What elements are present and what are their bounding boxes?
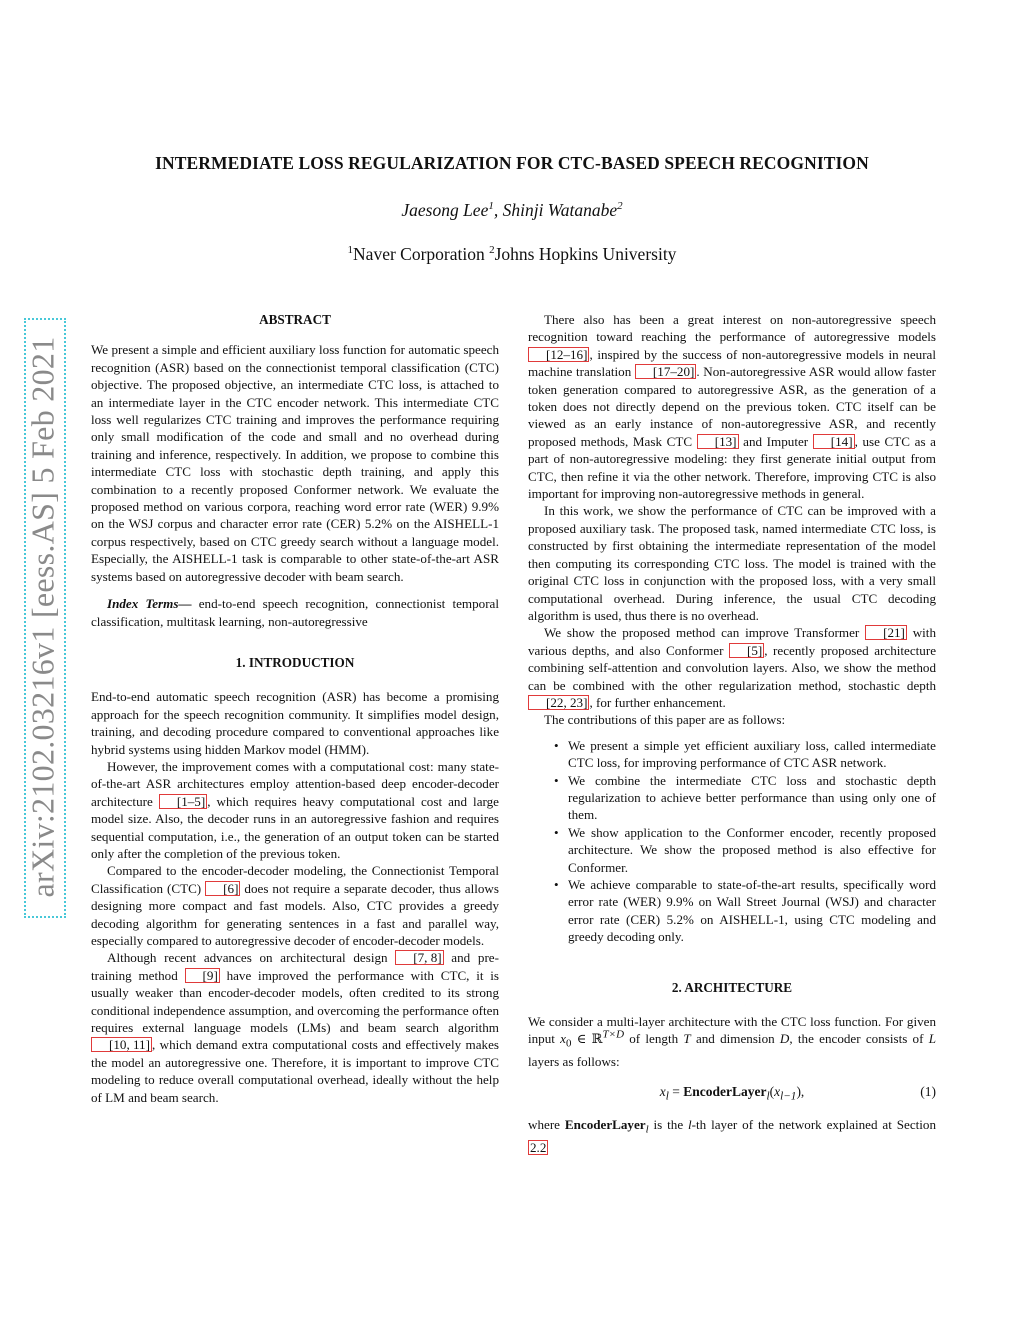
affil-2: Johns Hopkins University — [494, 244, 677, 264]
equation-1: $x_l$ = $EncoderLayer_l(x_{l-1})$, (1) — [659, 1083, 936, 1103]
affiliations — [80, 244, 944, 265]
intro-paragraph-7: We show the proposed method can improve Transformer [21] with various depths, and also Conformer [5] , recently proposed architecture combining self-attention and convolution layers. Also, we show the method can be combined with the other regularization method, stochastic depth [22, 23] , for further enhancement. — [528, 625, 937, 710]
author-2-affil-mark: 2 — [617, 200, 623, 213]
author-1: Jaesong Lee — [401, 200, 489, 220]
intro-paragraph-2: However, the improvement comes with a computational cost: many state-of-the-art ASR architectures employ attention-based deep encoder-decoder architecture [1–5] , which requires heavy computational cost and large model size. Also, the decoder runs in an autoregressive fashion and requires sequential computation, i.e., the generation of an output token can be started only after the completion of the previous token. — [91, 758, 499, 861]
index-terms-text: end-to-end speech recognition, connectionist temporal classification, multitask learning, non-autoregressive — [91, 596, 500, 629]
architecture-heading: 2. ARCHITECTURE — [671, 979, 793, 995]
abstract-heading: ABSTRACT — [259, 312, 331, 327]
citation-link[interactable]: [9] — [185, 968, 220, 983]
list-item: • We present a simple yet efficient auxiliary loss, called intermediate CTC loss, for improving performance of CTC ASR network. — [568, 737, 936, 772]
architecture-paragraph-1: We consider a multi-layer architecture with the CTC loss function. For given input $x_0$ ∈ ℝ$^{T\times D}$ of length T and dimension D, the encoder consists of L layers as follows: — [528, 1014, 937, 1070]
citation-link[interactable]: [13] — [697, 434, 739, 449]
contributions-intro: The contributions of this paper are as follows: — [544, 712, 786, 728]
citation-link[interactable]: [12–16] — [528, 347, 589, 362]
citation-link[interactable]: [22, 23] — [528, 695, 589, 710]
arxiv-stamp[interactable]: arXiv:2102.03216v1 [eess.AS] 5 Feb 2021 — [24, 336, 61, 898]
author-2: Shinji Watanabe — [502, 200, 618, 220]
citation-link[interactable]: [7, 8] — [395, 950, 443, 965]
author-separator: , — [493, 200, 503, 220]
paper-title: INTERMEDIATE LOSS REGULARIZATION FOR CTC-BASED SPEECH RECOGNITION — [155, 153, 869, 173]
index-terms — [91, 595, 499, 630]
affil-1-mark: 1 — [347, 244, 354, 257]
citation-link[interactable]: [17–20] — [635, 364, 696, 379]
affil-2-mark: 2 — [489, 244, 495, 257]
left-column — [91, 311, 499, 1106]
intro-paragraph-4: Although recent advances on architectural design [7, 8] and pre-training method [9] have improved the performance with CTC, it is usually weaker than encoder-decoder models, often credited to its strong conditional independence assumption, and overcoming the performance often requires external language models (LMs) and beam search algorithm [10, 11] , which demand extra computational costs and effectively makes the model an autoregressive one. Therefore, it is important to improve CTC modeling to reduce overall computational overhead, ideally without the help of LM and beam search. — [91, 950, 499, 1105]
intro-paragraph-6: In this work, we show the performance of CTC can be improved with a proposed auxiliary task. The proposed task, named intermediate CTC loss, is constructed by first obtaining the intermediate representation of the model then computing its corresponding CTC loss. The model is trained with the original CTC loss in conjunction with the proposed loss, with a very small computational overhead. During inference, the usual CTC decoding algorithm is used, thus there is no overhead. — [528, 503, 936, 623]
list-item: • We achieve comparable to state-of-the-art results, specifically word error rate (WER) 9.9% on Wall Street Journal (WSJ) and character error rate (CER) 5.2% on AISHELL-1, using CTC modeling and greedy decoding only. — [568, 876, 936, 946]
intro-paragraph-3: Compared to the encoder-decoder modeling, the Connectionist Temporal Classification (CTC) [6] does not require a separate decoder, thus allows designing more compact and fast models. Also, CTC provides a greedy decoding algorithm for generating sentences in a fast and parallel way, especially compared to autoregressive decoder of encoder-decoder models. — [91, 863, 499, 948]
intro-paragraph-1: End-to-end automatic speech recognition (ASR) has become a promising approach for the speech recognition community. It simplifies model design, training, and decoding procedure compared to conventional approaches like hybrid systems using hidden Markov model (HMM). — [91, 689, 499, 757]
citation-link[interactable]: [6] — [205, 881, 240, 896]
citation-link[interactable]: [10, 11] — [91, 1037, 152, 1052]
citation-link[interactable]: [1–5] — [159, 794, 207, 809]
section-link[interactable]: 2.2 — [530, 1139, 547, 1155]
index-terms-label: Index Terms— — [107, 596, 192, 612]
list-item: • We combine the intermediate CTC loss and stochastic depth regularization to achieve better performance than using only one of them. — [568, 772, 936, 824]
right-column — [528, 311, 936, 1156]
abstract-text: We present a simple and efficient auxiliary loss function for automatic speech recognition (ASR) based on the connectionist temporal classification (CTC) objective. The proposed objective, an intermediate CTC loss, is attached to an intermediate layer in the CTC encoder network. This intermediate CTC loss well regularizes CTC training and improves the performance requiring only small modification of the code and small and no overhead during training and inference, respectively. In addition, we propose to combine this intermediate CTC loss with stochastic depth training, and apply this combination to a recently proposed Conformer network. We evaluate the proposed method on various corpora, reaching word error rate (WER) 9.9% on the WSJ corpus and character error rate (CER) 5.2% on the AISHELL-1 corpus respectively, based on CTC greedy search without a language model. Especially, the AISHELL-1 task is comparable to other state-of-the-art ASR systems based on autoregressive decoder with beam search. — [91, 342, 499, 584]
equation-number: (1) — [920, 1083, 936, 1099]
intro-heading: 1. INTRODUCTION — [235, 654, 355, 670]
authors — [80, 200, 944, 221]
contributions-list — [528, 737, 936, 946]
citation-link[interactable]: [14] — [813, 434, 855, 449]
citation-link[interactable]: [5] — [729, 643, 764, 658]
list-item: • We show application to the Conformer encoder, recently proposed architecture. We show the proposed method is also effective for Conformer. — [568, 824, 936, 876]
citation-link[interactable]: [21] — [865, 625, 907, 640]
author-1-affil-mark: 1 — [488, 200, 494, 213]
affil-1: Naver Corporation — [353, 244, 490, 264]
architecture-paragraph-2: where EncoderLayer$_l$ is the l-th layer of the network explained at Section 2.2 — [528, 1116, 936, 1155]
intro-paragraph-5: There also has been a great interest on non-autoregressive speech recognition toward reaching the performance of autoregressive models [12–16] , inspired by the success of non-autoregressive models in neural machine translation [17–20] . Non-autoregressive ASR would allow faster token generation compared to autoregressive ASR, as the generation of a token does not directly depend on the previous token. CTC itself can be viewed as an early instance of non-autoregressive ASR, and recently proposed methods, Mask CTC [13] and Imputer [14] , use CTC as a part of non-autoregressive modeling: they first generate initial output from CTC, then refine it via the other network. Therefore, improving CTC is also important for improving non-autoregressive methods in general. — [528, 312, 937, 502]
